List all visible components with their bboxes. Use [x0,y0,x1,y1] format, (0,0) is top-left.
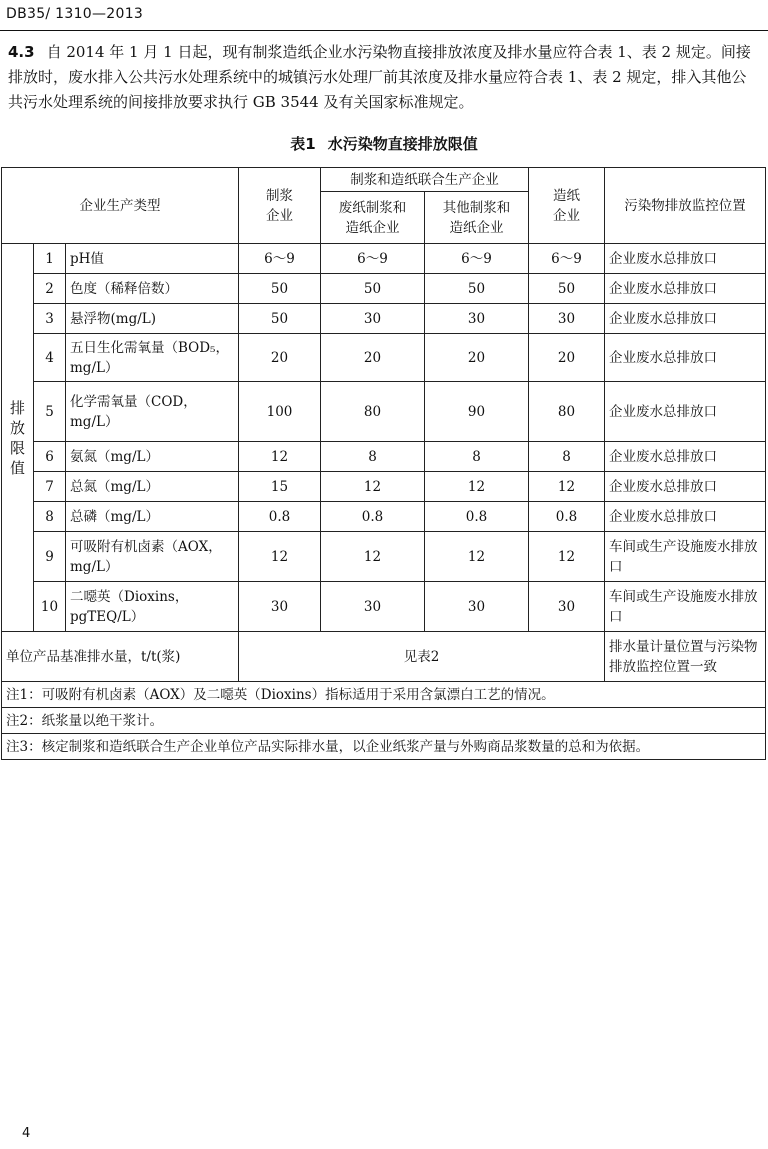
pollutant-name: 五日生化需氧量（BOD₅，mg/L） [66,334,239,382]
value-pulp: 12 [239,442,321,472]
header-paper-text: 造纸企业 [553,187,580,224]
value-pulp: 12 [239,532,321,582]
clause-paragraph [8,40,760,115]
header-other-pulp-text: 其他制浆和造纸企业 [442,199,511,236]
pollutant-name: pH值 [66,244,239,274]
table-note: 注3：核定制浆和造纸联合生产企业单位产品实际排水量，以企业纸浆产量与外购商品浆数量的总和为依据。 [2,734,766,760]
row-number: 10 [34,582,66,632]
table-row [2,472,766,502]
value-waste-paper: 20 [321,334,425,382]
page-number: 4 [22,1126,31,1141]
value-waste-paper: 12 [321,472,425,502]
table-row [2,244,766,274]
value-waste-paper: 0.8 [321,502,425,532]
value-pulp: 20 [239,334,321,382]
value-waste-paper: 30 [321,304,425,334]
row-number: 9 [34,532,66,582]
value-pulp: 50 [239,304,321,334]
row-number: 5 [34,382,66,442]
table-row [2,334,766,382]
value-pulp: 100 [239,382,321,442]
row-number: 7 [34,472,66,502]
table-caption: 水污染物直接排放限值 [327,135,478,153]
value-other-pulp: 30 [425,582,529,632]
table-note-row [2,682,766,708]
row-number: 4 [34,334,66,382]
water-volume-row [2,632,766,682]
value-other-pulp: 12 [425,472,529,502]
group-label-char: 限 [9,438,25,457]
table-row [2,502,766,532]
monitor-location: 企业废水总排放口 [605,382,766,442]
value-pulp: 0.8 [239,502,321,532]
table-row [2,382,766,442]
table-row [2,274,766,304]
clause-text: 自 2014 年 1 月 1 日起，现有制浆造纸企业水污染物直接排放浓度及排水量应符合表 1、表 2 规定。间接排放时，废水排入公共污水处理系统中的城镇污水处理厂前其浓度及排水量应符合表 1、表 2 规定，排入其他公共污水处理系统的间接排放要求执行 GB 3544 及有关国家标准规定。 [8,43,751,111]
monitor-location: 车间或生产设施废水排放口 [605,532,766,582]
water-volume-label: 单位产品基准排水量，t/t(浆) [2,632,239,682]
row-number: 8 [34,502,66,532]
table-row [2,582,766,632]
table-note-row [2,734,766,760]
group-label-char: 排 [9,398,25,417]
value-paper: 80 [529,382,605,442]
header-category: 企业生产类型 [2,168,239,244]
header-pulp [239,168,321,244]
value-waste-paper: 12 [321,532,425,582]
row-number: 1 [34,244,66,274]
monitor-location: 企业废水总排放口 [605,304,766,334]
value-other-pulp: 30 [425,304,529,334]
standard-code: DB35/ 1310—2013 [6,6,144,22]
header-combined: 制浆和造纸联合生产企业 [321,168,529,192]
monitor-location: 企业废水总排放口 [605,334,766,382]
water-volume-value: 见表2 [239,632,605,682]
monitor-location: 企业废水总排放口 [605,274,766,304]
group-label-char: 放 [9,418,25,437]
group-label [2,244,34,632]
value-pulp: 15 [239,472,321,502]
value-pulp: 6～9 [239,244,321,274]
header-other-pulp [425,192,529,244]
value-paper: 12 [529,472,605,502]
table-row [2,304,766,334]
table-row [2,532,766,582]
value-other-pulp: 50 [425,274,529,304]
pollutant-name: 化学需氧量（COD，mg/L） [66,382,239,442]
row-number: 6 [34,442,66,472]
emission-limits-table [1,167,766,760]
value-paper: 8 [529,442,605,472]
value-waste-paper: 80 [321,382,425,442]
value-paper: 20 [529,334,605,382]
value-paper: 30 [529,582,605,632]
value-other-pulp: 12 [425,532,529,582]
value-other-pulp: 20 [425,334,529,382]
value-waste-paper: 6～9 [321,244,425,274]
table-row [2,442,766,472]
row-number: 3 [34,304,66,334]
clause-number: 4.3 [8,43,35,61]
monitor-location: 企业废水总排放口 [605,244,766,274]
value-paper: 12 [529,532,605,582]
value-other-pulp: 6～9 [425,244,529,274]
value-pulp: 50 [239,274,321,304]
value-waste-paper: 8 [321,442,425,472]
value-paper: 50 [529,274,605,304]
table-title [0,133,768,154]
pollutant-name: 总磷（mg/L） [66,502,239,532]
group-label-char: 值 [9,458,25,477]
value-waste-paper: 50 [321,274,425,304]
pollutant-name: 色度（稀释倍数） [66,274,239,304]
pollutant-name: 二噁英（Dioxins，pgTEQ/L） [66,582,239,632]
table-label: 表1 [290,135,316,153]
value-pulp: 30 [239,582,321,632]
value-waste-paper: 30 [321,582,425,632]
pollutant-name: 悬浮物(mg/L) [66,304,239,334]
monitor-location: 企业废水总排放口 [605,442,766,472]
header-waste-paper [321,192,425,244]
header-paper [529,168,605,244]
header-divider [0,30,768,31]
monitor-location: 企业废水总排放口 [605,502,766,532]
monitor-location: 车间或生产设施废水排放口 [605,582,766,632]
value-paper: 30 [529,304,605,334]
table-note: 注1：可吸附有机卤素（AOX）及二噁英（Dioxins）指标适用于采用含氯漂白工艺的情况。 [2,682,766,708]
header-monitor: 污染物排放监控位置 [605,168,766,244]
value-other-pulp: 0.8 [425,502,529,532]
value-paper: 6～9 [529,244,605,274]
header-waste-paper-text: 废纸制浆和造纸企业 [338,199,407,236]
value-other-pulp: 8 [425,442,529,472]
table-note-row [2,708,766,734]
row-number: 2 [34,274,66,304]
table-header-row [2,168,766,192]
value-paper: 0.8 [529,502,605,532]
pollutant-name: 氨氮（mg/L） [66,442,239,472]
table-note: 注2：纸浆量以绝干浆计。 [2,708,766,734]
value-other-pulp: 90 [425,382,529,442]
monitor-location: 企业废水总排放口 [605,472,766,502]
pollutant-name: 总氮（mg/L） [66,472,239,502]
pollutant-name: 可吸附有机卤素（AOX，mg/L） [66,532,239,582]
water-volume-monitor: 排水量计量位置与污染物排放监控位置一致 [605,632,766,682]
header-pulp-text: 制浆企业 [266,187,293,224]
